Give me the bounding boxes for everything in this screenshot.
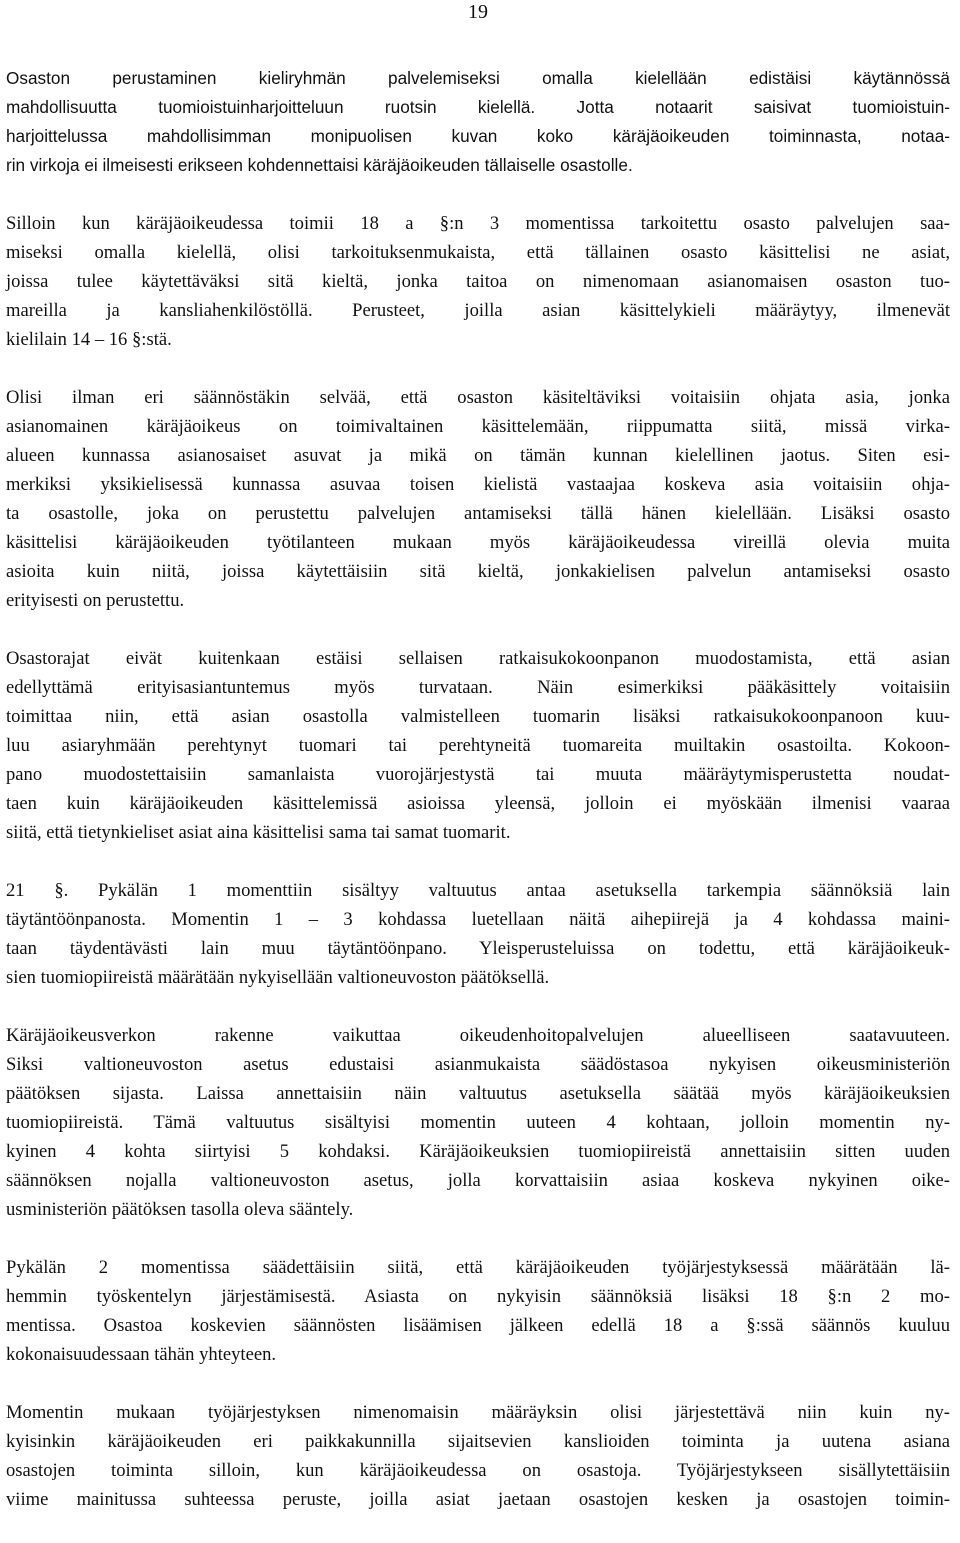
text-line: käsittelisi käräjäoikeuden työtilanteen mukaan myös käräjäoikeudessa vireillä olevia muita <box>6 532 950 553</box>
text-line: joissa tulee käytettäväksi sitä kieltä, jonka taitoa on nimenomaan asianomaisen osaston tuo- <box>6 271 950 292</box>
text-line: Käräjäoikeusverkon rakenne vaikuttaa oikeudenhoitopalvelujen alueelliseen saatavuuteen. <box>6 1025 950 1046</box>
paragraph-8 <box>6 1398 950 1514</box>
paragraph-4 <box>6 644 950 847</box>
text-line: osastojen toiminta silloin, kun käräjäoikeudessa on osastoja. Työjärjestykseen sisällytettäisiin <box>6 1460 950 1481</box>
text-line: mahdollisuutta tuomioistuinharjoitteluun ruotsin kielellä. Jotta notaarit saisivat tuomioistuin- <box>6 97 950 117</box>
text-line: Pykälän 2 momentissa säädettäisiin siitä, että käräjäoikeuden työjärjestyksessä määrätään lä- <box>6 1257 950 1278</box>
paragraph-3 <box>6 383 950 615</box>
text-line: luu asiaryhmään perehtynyt tuomari tai perehtyneitä tuomareita muiltakin osastoilta. Kokoon- <box>6 735 950 756</box>
text-line: Momentin mukaan työjärjestyksen nimenomaisin määräyksin olisi järjestettävä niin kuin ny- <box>6 1402 950 1423</box>
text-line: kokonaisuudessaan tähän yhteyteen. <box>6 1344 277 1365</box>
text-line: viime mainitussa suhteessa peruste, joilla asiat jaetaan osastojen kesken ja osastojen toimin- <box>6 1489 950 1510</box>
text-line: erityisesti on perustettu. <box>6 590 185 611</box>
text-line: Olisi ilman eri säännöstäkin selvää, että osaston käsiteltäviksi voitaisiin ohjata asia, jonka <box>6 387 950 408</box>
text-line: Silloin kun käräjäoikeudessa toimii 18 a §:n 3 momentissa tarkoitettu osasto palvelujen saa- <box>6 213 950 234</box>
text-line: rin virkoja ei ilmeisesti erikseen kohdennettaisi käräjäoikeuden tällaiselle osastolle. <box>6 155 633 175</box>
text-line: toimittaa niin, että asian osastolla valmistelleen tuomarin lisäksi ratkaisukokoonpanoon kuu- <box>6 706 950 727</box>
document-body <box>6 64 950 1543</box>
text-line: kielilain 14 – 16 §:stä. <box>6 329 172 350</box>
text-line: alueen kunnassa asianosaiset asuvat ja mikä on tämän kunnan kielellinen jaotus. Siten esi- <box>6 445 950 466</box>
paragraph-2 <box>6 209 950 354</box>
text-line: päätöksen sijasta. Laissa annettaisiin näin valtuutus asetuksella säätää myös käräjäoikeuksien <box>6 1083 950 1104</box>
text-line: edellyttämä erityisasiantuntemus myös turvataan. Näin esimerkiksi pääkäsittely voitaisiin <box>6 677 950 698</box>
text-line: Siksi valtioneuvoston asetus edustaisi asianmukaista säädöstasoa nykyisen oikeusministeriön <box>6 1054 950 1075</box>
text-line: pano muodostettaisiin samanlaista vuorojärjestystä tai muuta määräytymisperustetta noudat- <box>6 764 950 785</box>
text-line: sien tuomiopiireistä määrätään nykyisellään valtioneuvoston päätöksellä. <box>6 967 550 988</box>
text-line: säännöksen nojalla valtioneuvoston asetus, jolla korvattaisiin asiaa koskeva nykyinen oike- <box>6 1170 950 1191</box>
text-line: hemmin työskentelyn järjestämisestä. Asiasta on nykyisin säännöksiä lisäksi 18 §:n 2 mo- <box>6 1286 950 1307</box>
text-line: harjoittelussa mahdollisimman monipuolisen kuvan koko käräjäoikeuden toiminnasta, notaa- <box>6 126 950 146</box>
paragraph-6 <box>6 1021 950 1224</box>
paragraph-7 <box>6 1253 950 1369</box>
text-line: ta osastolle, joka on perustettu palvelujen antamiseksi tällä hänen kielellään. Lisäksi osasto <box>6 503 950 524</box>
text-line: siitä, että tietynkieliset asiat aina käsittelisi sama tai samat tuomarit. <box>6 822 511 843</box>
text-line: kyinen 4 kohta siirtyisi 5 kohdaksi. Käräjäoikeuksien tuomiopiireistä annettaisiin sitten uuden <box>6 1141 950 1162</box>
text-line: täytäntöönpanosta. Momentin 1 – 3 kohdassa luetellaan näitä aihepiirejä ja 4 kohdassa maini- <box>6 909 950 930</box>
text-line: Osaston perustaminen kieliryhmän palvelemiseksi omalla kielellään edistäisi käytännössä <box>6 68 950 88</box>
text-line: kyisinkin käräjäoikeuden eri paikkakunnilla sijaitsevien kanslioiden toiminta ja uutena asiana <box>6 1431 950 1452</box>
text-line: asianomainen käräjäoikeus on toimivaltainen käsittelemään, riippumatta siitä, missä virka- <box>6 416 950 437</box>
text-line: Osastorajat eivät kuitenkaan estäisi sellaisen ratkaisukokoonpanon muodostamista, että asian <box>6 648 950 669</box>
text-line: taan täydentävästi lain muu täytäntöönpano. Yleisperusteluissa on todettu, että käräjäoikeuk- <box>6 938 950 959</box>
text-line: usministeriön päätöksen tasolla oleva sääntely. <box>6 1199 354 1220</box>
text-line: mentissa. Osastoa koskevien säännösten lisäämisen jälkeen edellä 18 a §:ssä säännös kuuluu <box>6 1315 950 1336</box>
text-line: tuomiopiireistä. Tämä valtuutus sisältyisi momentin uuteen 4 kohtaan, jolloin momentin ny- <box>6 1112 950 1133</box>
page-number: 19 <box>468 1 488 23</box>
text-line: merkiksi yksikielisessä kunnassa asuvaa toisen kielistä vastaajaa koskeva asia voitaisiin ohja- <box>6 474 950 495</box>
paragraph-5 <box>6 876 950 992</box>
text-line: mareilla ja kansliahenkilöstöllä. Perusteet, joilla asian käsittelykieli määräytyy, ilmenevät <box>6 300 950 321</box>
text-line: taen kuin käräjäoikeuden käsittelemissä asioissa yleensä, jolloin ei myöskään ilmenisi vaaraa <box>6 793 950 814</box>
paragraph-1 <box>6 64 950 180</box>
text-line: asioita kuin niitä, joissa käytettäisiin sitä kieltä, jonkakielisen palvelun antamiseksi osasto <box>6 561 950 582</box>
text-line: 21 §. Pykälän 1 momenttiin sisältyy valtuutus antaa asetuksella tarkempia säännöksiä lain <box>6 880 950 901</box>
text-line: miseksi omalla kielellä, olisi tarkoituksenmukaista, että tällainen osasto käsittelisi ne asiat, <box>6 242 950 263</box>
